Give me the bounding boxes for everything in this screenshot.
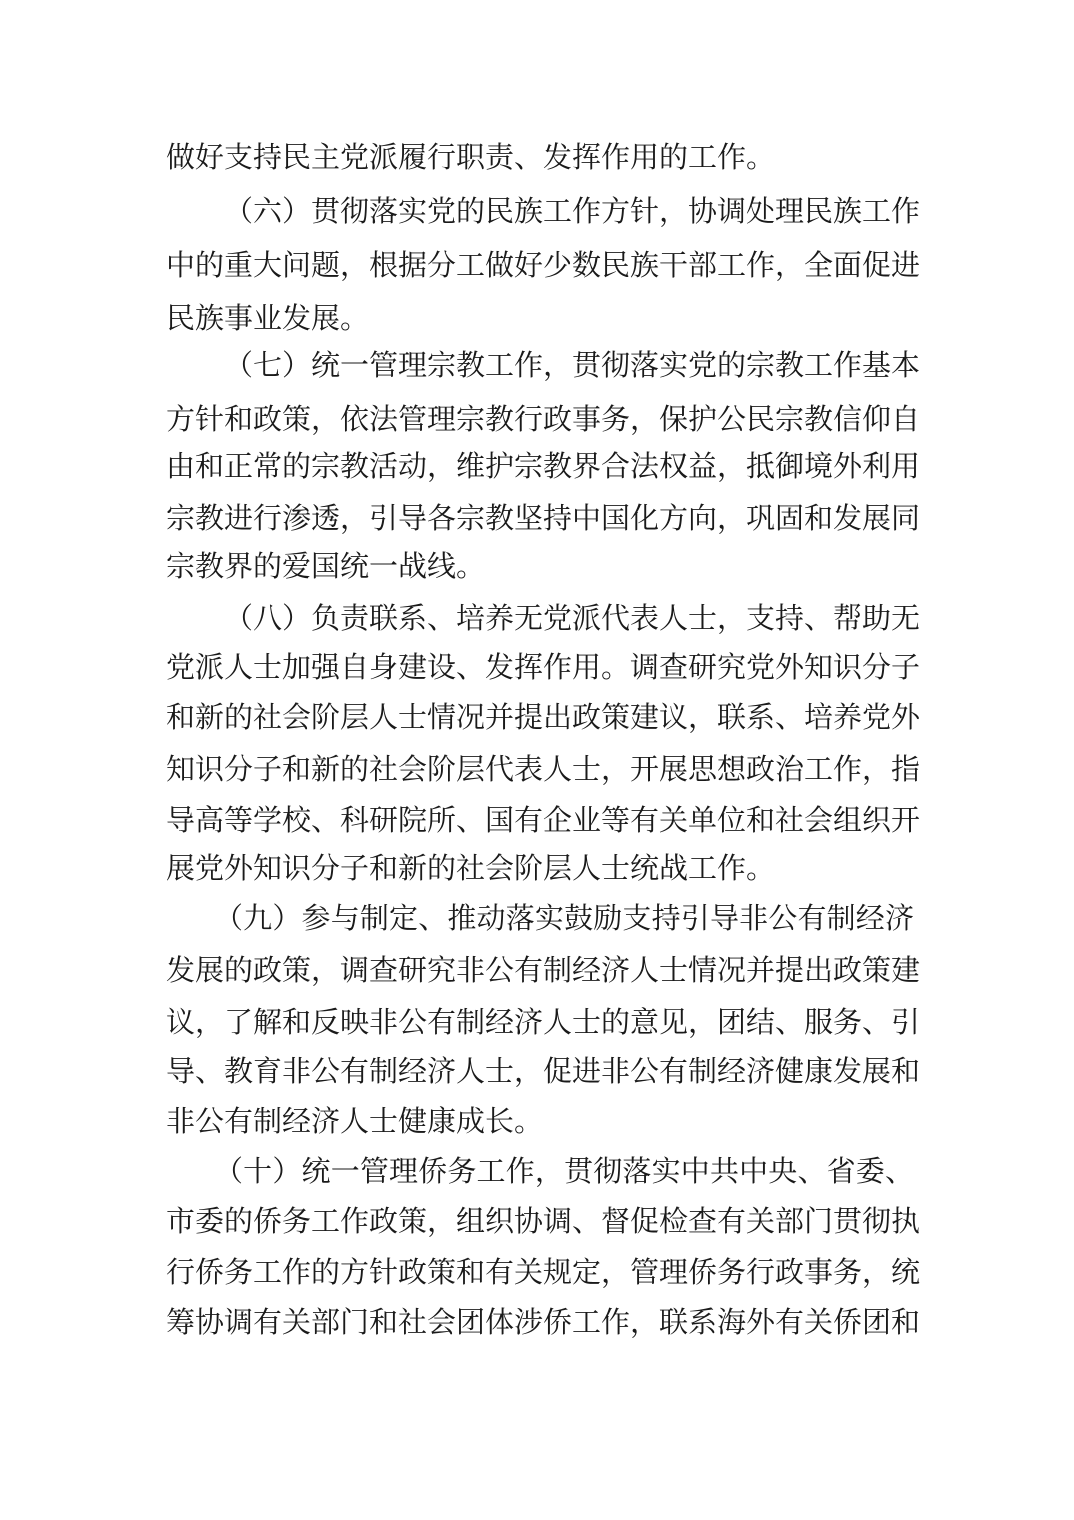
paragraph-text-line: 发展的政策，调查研究非公有制经济人士情况并提出政策建	[166, 953, 921, 987]
paragraph-text-line: 非公有制经济人士健康成长。	[166, 1104, 544, 1138]
paragraph-text-line: 展党外知识分子和新的社会阶层人士统战工作。	[166, 851, 776, 885]
paragraph-text-line: 做好支持民主党派履行职责、发挥作用的工作。	[166, 140, 776, 174]
paragraph-text-line: 宗教界的爱国统一战线。	[166, 549, 486, 583]
paragraph-text-line: 知识分子和新的社会阶层代表人士，开展思想政治工作，指	[166, 752, 921, 786]
paragraph-text-line: 市委的侨务工作政策，组织协调、督促检查有关部门贯彻执	[166, 1204, 921, 1238]
paragraph-text-line: 党派人士加强自身建设、发挥作用。调查研究党外知识分子	[166, 650, 921, 684]
paragraph-text-line: （八）负责联系、培养无党派代表人士，支持、帮助无	[224, 601, 921, 635]
paragraph-text-line: 筹协调有关部门和社会团体涉侨工作，联系海外有关侨团和	[166, 1305, 921, 1339]
paragraph-text-line: （十）统一管理侨务工作，贯彻落实中共中央、省委、	[214, 1154, 914, 1188]
paragraph-text-line: 中的重大问题，根据分工做好少数民族干部工作，全面促进	[166, 248, 921, 282]
paragraph-text-line: 导高等学校、科研院所、国有企业等有关单位和社会组织开	[166, 803, 921, 837]
paragraph-text-line: （七）统一管理宗教工作，贯彻落实党的宗教工作基本	[224, 348, 921, 382]
paragraph-text-line: （六）贯彻落实党的民族工作方针，协调处理民族工作	[224, 194, 921, 228]
paragraph-text-line: 由和正常的宗教活动，维护宗教界合法权益，抵御境外利用	[166, 449, 921, 483]
paragraph-text-line: 议，了解和反映非公有制经济人士的意见，团结、服务、引	[166, 1005, 921, 1039]
paragraph-text-line: 方针和政策，依法管理宗教行政事务，保护公民宗教信仰自	[166, 402, 921, 436]
paragraph-text-line: 行侨务工作的方针政策和有关规定，管理侨务行政事务，统	[166, 1255, 921, 1289]
paragraph-text-line: 宗教进行渗透，引导各宗教坚持中国化方向，巩固和发展同	[166, 501, 921, 535]
paragraph-text-line: 导、教育非公有制经济人士，促进非公有制经济健康发展和	[166, 1054, 921, 1088]
paragraph-text-line: 民族事业发展。	[166, 301, 370, 335]
paragraph-text-line: 和新的社会阶层人士情况并提出政策建议，联系、培养党外	[166, 700, 921, 734]
paragraph-text-line: （九）参与制定、推动落实鼓励支持引导非公有制经济	[214, 901, 914, 935]
